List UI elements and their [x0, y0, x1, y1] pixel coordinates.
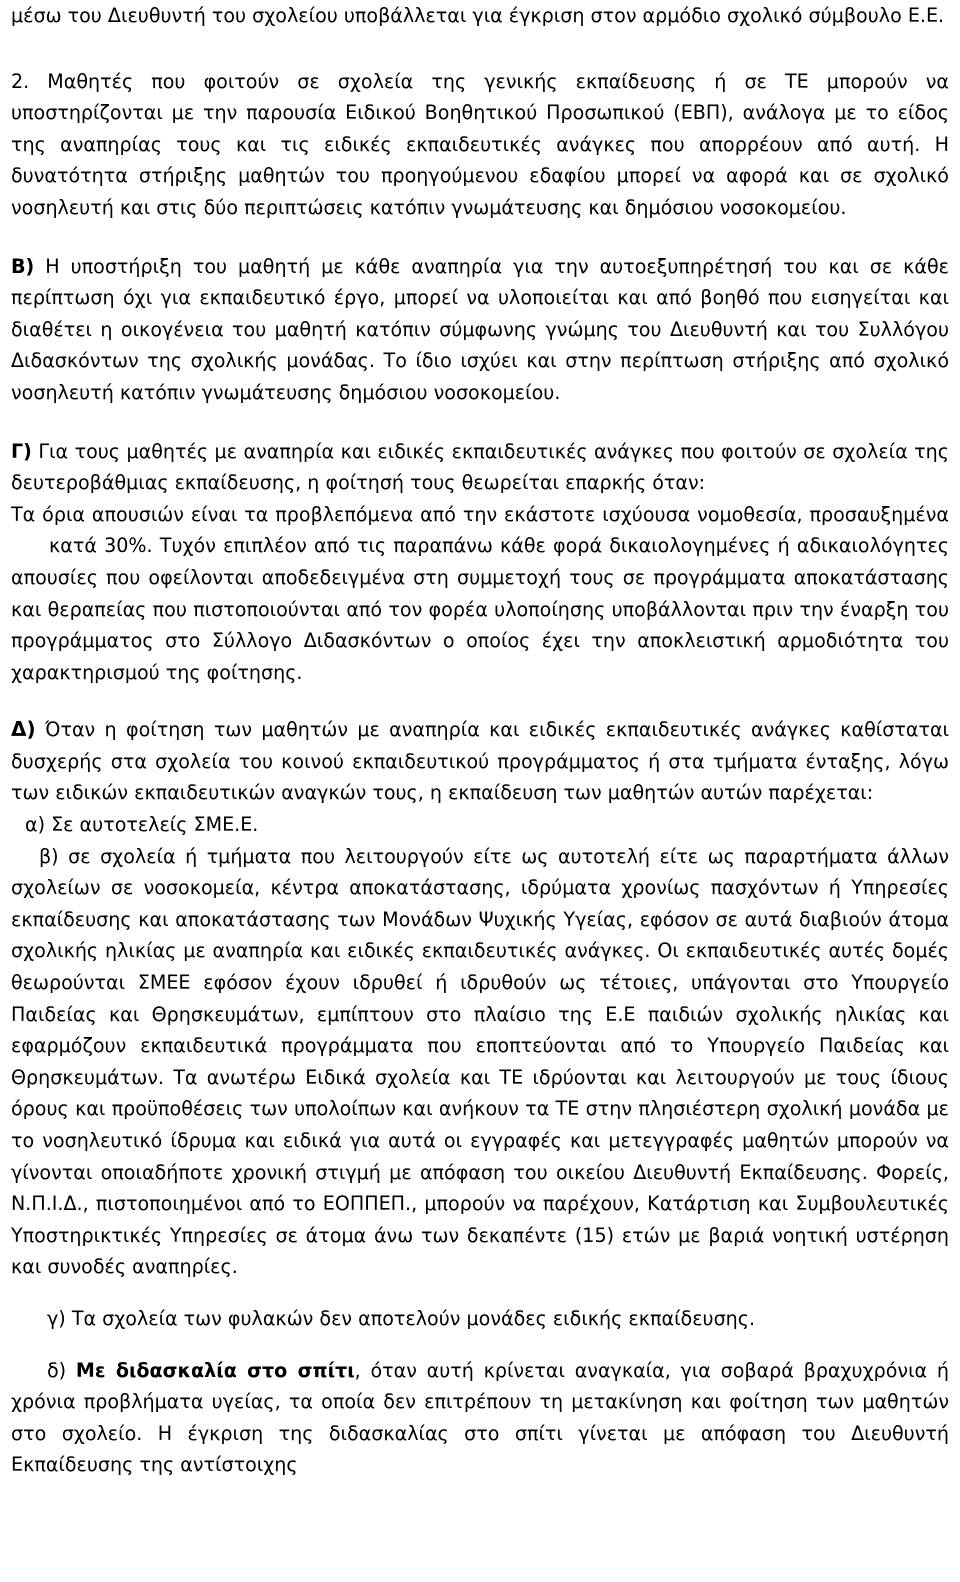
subitem-d-emphasis: Με διδασκαλία στο σπίτι	[75, 1358, 355, 1382]
section-d-paragraph	[11, 714, 949, 809]
section-g-label: Γ)	[11, 439, 32, 463]
section-g-paragraph	[11, 436, 949, 499]
section-b-paragraph	[11, 251, 949, 409]
section-b-label: Β)	[11, 254, 35, 278]
subitem-g: γ) Τα σχολεία των φυλακών δεν αποτελούν μονάδες ειδικής εκπαίδευσης.	[47, 1306, 756, 1330]
item-2-paragraph: 2. Μαθητές που φοιτούν σε σχολεία της γενικής εκπαίδευσης ή σε ΤΕ μπορούν να υποστηρίζονται με την παρουσία Ειδικού Βοηθητικού Προσωπικού (ΕΒΠ), ανάλογα με το είδος της αναπηρίας τους και τις ειδικές εκπαιδευτικές ανάγκες που απορρέουν από αυτή. Η δυνατότητα στήριξης μαθητών του προηγούμενου εδαφίου μπορεί να αφορά και σε σχολικό νοσηλευτή και στις δύο περιπτώσεις κατόπιν γνωμάτευσης και δημόσιου νοσοκομείου.	[11, 69, 949, 219]
section-g-absences-paragraph	[11, 499, 949, 689]
subitem-d-prefix: δ)	[47, 1358, 76, 1382]
section-g-absences-start: Τα όρια απουσιών είναι τα προβλεπόμενα από την εκάστοτε ισχύουσα νομοθεσία, προσαυξημένα	[11, 502, 949, 526]
section-d-text: Όταν η φοίτηση των μαθητών με αναπηρία και ειδικές εκπαιδευτικές ανάγκες καθίσταται δυσχερής στα σχολεία του κοινού εκπαιδευτικού προγράμματος ή στα τμήματα ένταξης, λόγω των ειδικών εκπαιδευτικών αναγκών τους, η εκπαίδευση των μαθητών αυτών παρέχεται:	[11, 718, 949, 805]
document-page	[11, 0, 949, 1481]
subitem-d	[11, 1355, 949, 1481]
subitem-b: β) σε σχολεία ή τμήματα που λειτουργούν είτε ως αυτοτελή είτε ως παραρτήματα άλλων σχολείων σε νοσοκομεία, κέντρα αποκατάστασης, ιδρύματα χρονίως πασχόντων ή Υπηρεσίες εκπαίδευσης και αποκατάστασης των Μονάδων Ψυχικής Υγείας, εφόσον σε αυτά διαβιούν άτομα σχολικής ηλικίας με αναπηρία και ειδικές εκπαιδευτικές ανάγκες. Οι εκπαιδευτικές αυτές δομές θεωρούνται ΣΜΕΕ εφόσον έχουν ιδρυθεί ή ιδρυθούν ως τέτοιες, υπάγονται στο Υπουργείο Παιδείας και Θρησκευμάτων, εμπίπτουν στο πλαίσιο της Ε.Ε παιδιών σχολικής ηλικίας και εφαρμόζουν εκπαιδευτικά προγράμματα που εποπτεύονται από το Υπουργείο Παιδείας και Θρησκευμάτων. Τα ανωτέρω Ειδικά σχολεία και ΤΕ ιδρύονται και λειτουργούν με τους ίδιους όρους και προϋποθέσεις των υπολοίπων και ανήκουν τα ΤΕ στην πλησιέστερη σχολική μονάδα με το νοσηλευτικό ίδρυμα και ειδικά για αυτά οι εγγραφές και μετεγγραφές μαθητών μπορούν να γίνονται οποιαδήποτε χρονική στιγμή με απόφαση του οικείου Διευθυντή Εκπαίδευσης. Φορείς, Ν.Π.Ι.Δ., πιστοποιημένοι από το ΕΟΠΠΕΠ., μπορούν να παρέχουν, Κατάρτιση και Συμβουλευτικές Υποστηρικτικές Υπηρεσίες σε άτομα άνω των δεκαπέντε (15) ετών με βαριά νοητική υστέρηση και συνοδές αναπηρίες.	[11, 844, 949, 1279]
section-d-label: Δ)	[11, 717, 36, 742]
section-b-text: Η υποστήριξη του μαθητή με κάθε αναπηρία για την αυτοεξυπηρέτησή του και σε κάθε περίπτωση όχι για εκπαιδευτικό έργο, μπορεί να υλοποιείται και από βοηθό που εισηγείται και διαθέτει η οικογένεια του μαθητή κατόπιν σύμφωνης γνώμης του Διευθυντή και του Συλλόγου Διδασκόντων της σχολικής μονάδας. Το ίδιο ισχύει και στην περίπτωση στήριξης από σχολικό νοσηλευτή κατόπιν γνωμάτευσης δημόσιου νοσοκομείου.	[11, 254, 949, 404]
section-g-absences-rest: κατά 30%. Τυχόν επιπλέον από τις παραπάνω κάθε φορά δικαιολογημένες ή αδικαιολόγητες απουσίες που οφείλονται αποδεδειγμένα στη συμμετοχή τους σε προγράμματα αποκατάστασης και θεραπείας που πιστοποιούνται από τον φορέα υλοποίησης υποβάλλονται πριν την έναρξη του προγράμματος στο Σύλλογο Διδασκόντων ο οποίος έχει την αποκλειστική αρμοδιότητα του χαρακτηρισμού της φοίτησης.	[11, 534, 949, 684]
section-g-text: Για τους μαθητές με αναπηρία και ειδικές εκπαιδευτικές ανάγκες που φοιτούν σε σχολεία της δευτεροβάθμιας εκπαίδευσης, η φοίτησή τους θεωρείται επαρκής όταν:	[11, 439, 949, 495]
subitem-a: α) Σε αυτοτελείς ΣΜΕ.Ε.	[25, 813, 259, 837]
subitem-d-text: , όταν αυτή κρίνεται αναγκαία, για σοβαρά βραχυχρόνια ή χρόνια προβλήματα υγείας, τα οποία δεν επιτρέπουν τη μετακίνηση και φοίτηση των μαθητών στο σχολείο. Η έγκριση της διδασκαλίας στο σπίτι γίνεται με απόφαση του Διευθυντή Εκπαίδευσης της αντίστοιχης	[11, 1358, 949, 1477]
continuation-paragraph: μέσω του Διευθυντή του σχολείου υποβάλλεται για έγκριση στον αρμόδιο σχολικό σύμβουλο Ε.Ε.	[11, 4, 945, 27]
